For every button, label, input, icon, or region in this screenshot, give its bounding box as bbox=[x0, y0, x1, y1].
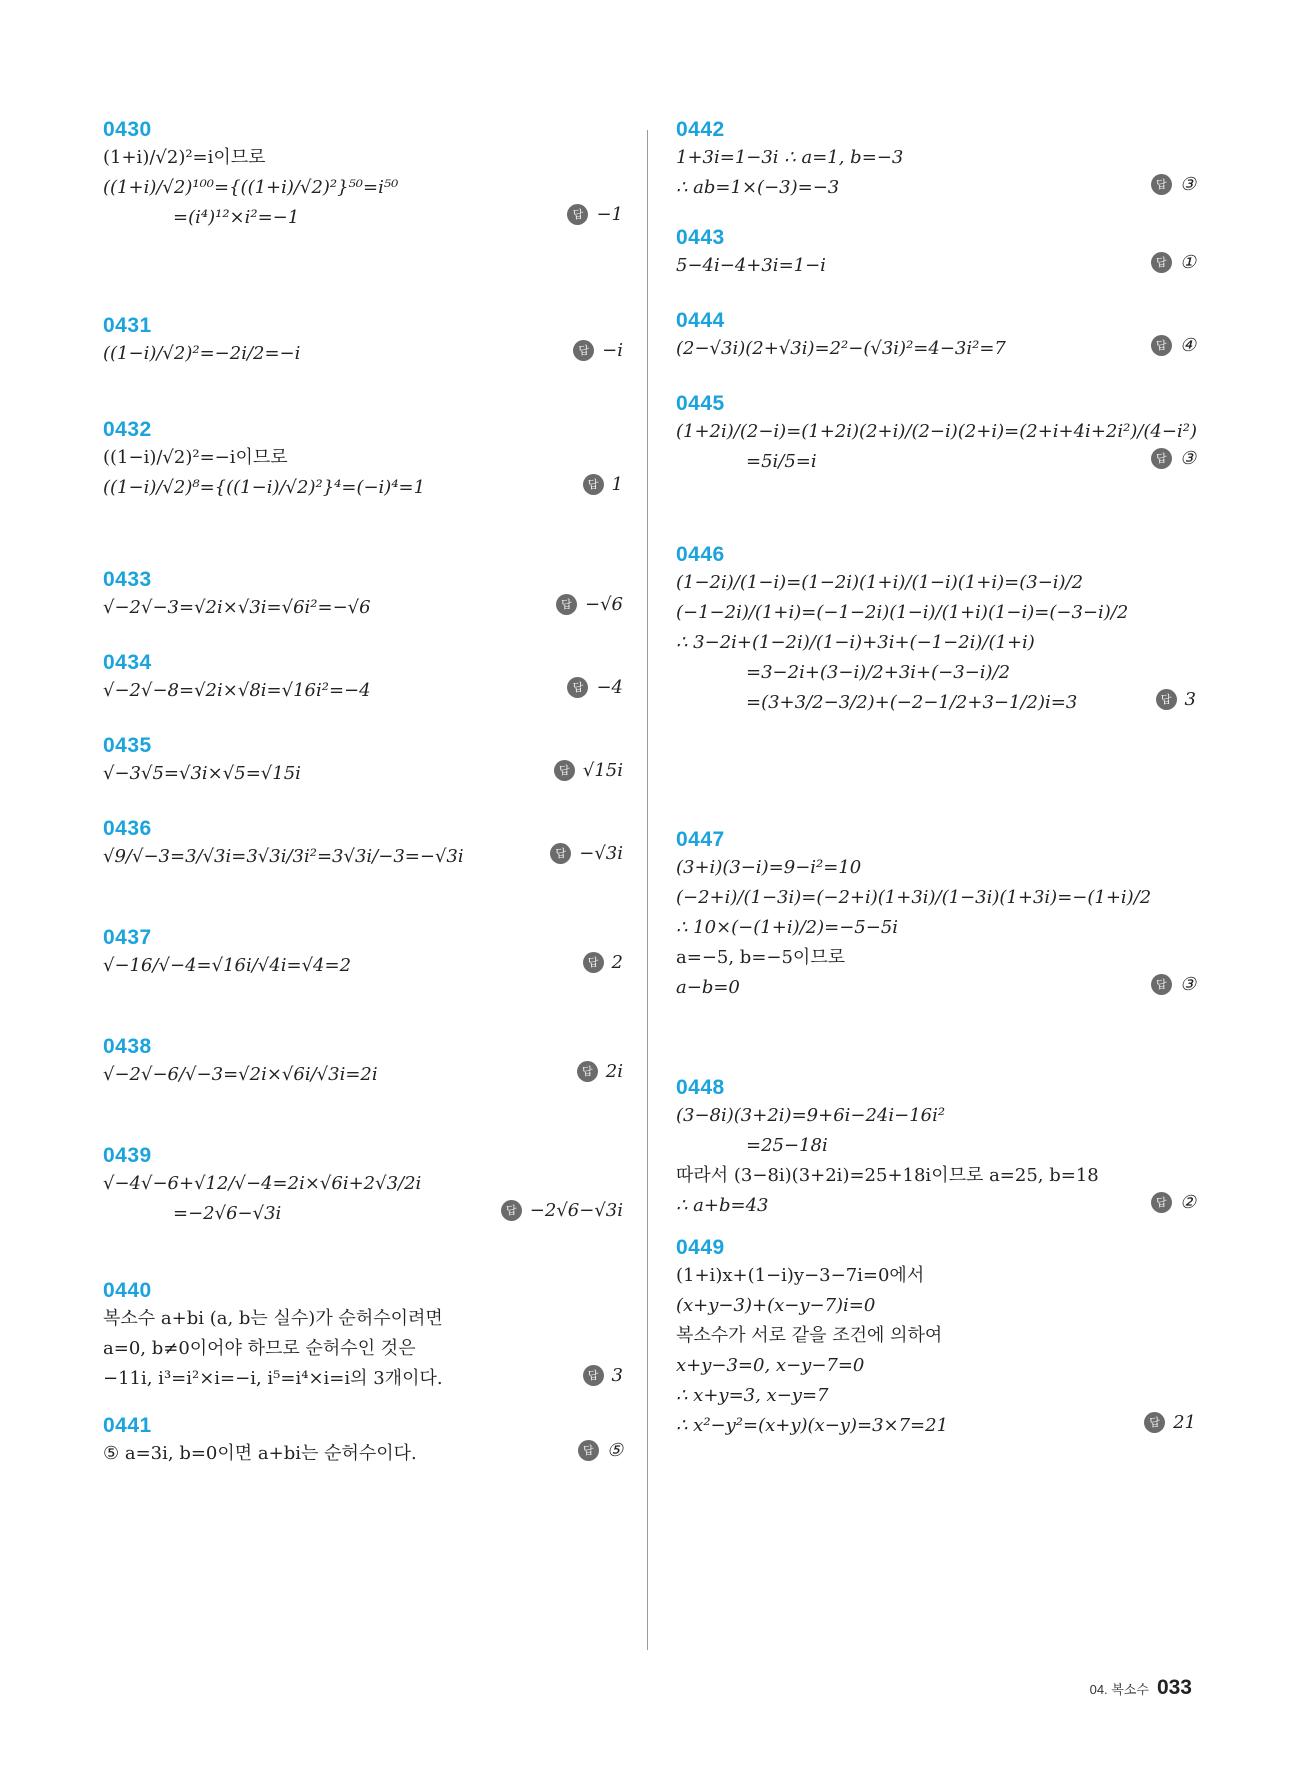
answer-badge-icon: 답 bbox=[550, 843, 571, 864]
solution-line: √−16/√−4=√16i/√4i=√4=2 bbox=[103, 955, 352, 976]
problem-number: 0445 bbox=[676, 392, 725, 415]
answer-badge-icon: 답 bbox=[1151, 1192, 1172, 1213]
solution-line: (−2+i)/(1−3i)=(−2+i)(1+3i)/(1−3i)(1+3i)=−(1+i)/2 bbox=[676, 887, 1152, 908]
problem-0431 bbox=[103, 314, 623, 368]
solution-line: =(3+3/2−3/2)+(−2−1/2+3−1/2)i=3 bbox=[746, 692, 1078, 713]
solution-line: a=−5, b=−5이므로 bbox=[676, 947, 846, 968]
answer-value: ③ bbox=[1179, 448, 1196, 469]
solution-line: (1−2i)/(1−i)=(1−2i)(1+i)/(1−i)(1+i)=(3−i)/2 bbox=[676, 572, 1084, 593]
problem-number: 0431 bbox=[103, 314, 152, 337]
problem-number: 0433 bbox=[103, 568, 152, 591]
answer-value: ① bbox=[1179, 252, 1196, 273]
solution-line: =5i/5=i bbox=[746, 451, 817, 472]
answer-badge-icon: 답 bbox=[567, 204, 588, 225]
problem-number: 0443 bbox=[676, 226, 725, 249]
solution-line: (1+i)x+(1−i)y−3−7i=0에서 bbox=[676, 1265, 925, 1286]
answer-value: 1 bbox=[611, 474, 623, 495]
answer-value: 3 bbox=[611, 1365, 623, 1386]
answer bbox=[1144, 1412, 1196, 1433]
solution-line: −11i, i³=i²×i=−i, i⁵=i⁴×i=i의 3개이다. bbox=[103, 1368, 443, 1389]
answer bbox=[1156, 689, 1196, 710]
problem-number: 0432 bbox=[103, 418, 152, 441]
problem-number: 0437 bbox=[103, 926, 152, 949]
problem-0445 bbox=[676, 392, 1196, 476]
solution-line: (2−√3i)(2+√3i)=2²−(√3i)²=4−3i²=7 bbox=[676, 338, 1006, 359]
page-footer bbox=[1090, 1676, 1192, 1700]
answer bbox=[583, 1365, 623, 1386]
problem-0440 bbox=[103, 1279, 623, 1393]
solution-line: √−3√5=√3i×√5=√15i bbox=[103, 763, 301, 784]
problem-number: 0444 bbox=[676, 309, 725, 332]
answer-value: ④ bbox=[1179, 335, 1196, 356]
solution-line: ∴ x+y=3, x−y=7 bbox=[676, 1385, 829, 1406]
answer-badge-icon: 답 bbox=[583, 1365, 604, 1386]
answer-value: −√6 bbox=[584, 594, 623, 615]
answer bbox=[1151, 252, 1196, 273]
answer-value: −1 bbox=[596, 204, 623, 225]
problem-0434 bbox=[103, 651, 623, 705]
answer-badge-icon: 답 bbox=[577, 1061, 598, 1082]
solution-line: 복소수가 서로 같을 조건에 의하여 bbox=[676, 1325, 943, 1346]
problem-number: 0447 bbox=[676, 828, 725, 851]
problem-0447 bbox=[676, 828, 1196, 1002]
answer bbox=[567, 204, 623, 225]
problem-0439 bbox=[103, 1144, 623, 1228]
problem-number: 0435 bbox=[103, 734, 152, 757]
problem-0433 bbox=[103, 568, 623, 622]
solution-line: (−1−2i)/(1+i)=(−1−2i)(1−i)/(1+i)(1−i)=(−3−i)/2 bbox=[676, 602, 1129, 623]
answer bbox=[1151, 335, 1196, 356]
answer-badge-icon: 답 bbox=[578, 1440, 599, 1461]
column-divider bbox=[647, 130, 648, 1650]
answer bbox=[573, 340, 623, 361]
solution-line: ∴ a+b=43 bbox=[676, 1195, 769, 1216]
problem-0443 bbox=[676, 226, 1196, 280]
solution-line: 5−4i−4+3i=1−i bbox=[676, 255, 826, 276]
answer-badge-icon: 답 bbox=[1151, 974, 1172, 995]
problem-number: 0448 bbox=[676, 1076, 725, 1099]
answer bbox=[1151, 448, 1196, 469]
solution-line: (x+y−3)+(x−y−7)i=0 bbox=[676, 1295, 876, 1316]
answer bbox=[501, 1200, 623, 1221]
answer bbox=[567, 677, 623, 698]
solution-line: ⑤ a=3i, b=0이면 a+bi는 순허수이다. bbox=[103, 1443, 417, 1464]
answer bbox=[577, 1061, 623, 1082]
solution-line: 복소수 a+bi (a, b는 실수)가 순허수이려면 bbox=[103, 1308, 443, 1329]
answer bbox=[554, 760, 623, 781]
answer-value: −√3i bbox=[579, 843, 623, 864]
answer-value: √15i bbox=[582, 760, 623, 781]
problem-number: 0442 bbox=[676, 118, 725, 141]
solution-line: (3+i)(3−i)=9−i²=10 bbox=[676, 857, 862, 878]
answer bbox=[583, 952, 623, 973]
solution-line: ∴ 3−2i+(1−2i)/(1−i)+3i+(−1−2i)/(1+i) bbox=[676, 632, 1035, 653]
answer-value: ③ bbox=[1179, 974, 1196, 995]
answer bbox=[556, 594, 623, 615]
problem-number: 0441 bbox=[103, 1414, 152, 1437]
solution-line: =25−18i bbox=[746, 1135, 828, 1156]
solution-line: √−2√−6/√−3=√2i×√6i/√3i=2i bbox=[103, 1064, 378, 1085]
solution-line: 따라서 (3−8i)(3+2i)=25+18i이므로 a=25, b=18 bbox=[676, 1165, 1099, 1186]
solution-line: (1+i)/√2)²=i이므로 bbox=[103, 147, 266, 168]
solution-line: a−b=0 bbox=[676, 977, 740, 998]
answer bbox=[578, 1440, 623, 1461]
answer-value: ② bbox=[1179, 1192, 1196, 1213]
answer-badge-icon: 답 bbox=[1151, 252, 1172, 273]
answer bbox=[1151, 174, 1196, 195]
problem-0449 bbox=[676, 1236, 1196, 1440]
solution-line: ((1−i)/√2)²=−i이므로 bbox=[103, 447, 288, 468]
answer-badge-icon: 답 bbox=[556, 594, 577, 615]
solution-line: ((1−i)/√2)⁸={((1−i)/√2)²}⁴=(−i)⁴=1 bbox=[103, 477, 426, 498]
answer-value: −2√6−√3i bbox=[529, 1200, 623, 1221]
problem-0446 bbox=[676, 543, 1196, 717]
solution-line: ∴ x²−y²=(x+y)(x−y)=3×7=21 bbox=[676, 1415, 949, 1436]
answer-value: ⑤ bbox=[606, 1440, 623, 1461]
problem-0444 bbox=[676, 309, 1196, 363]
answer-badge-icon: 답 bbox=[554, 760, 575, 781]
solution-line: √−2√−8=√2i×√8i=√16i²=−4 bbox=[103, 680, 371, 701]
solution-line: ∴ ab=1×(−3)=−3 bbox=[676, 177, 840, 198]
answer-badge-icon: 답 bbox=[1156, 689, 1177, 710]
answer-badge-icon: 답 bbox=[1151, 174, 1172, 195]
problem-number: 0446 bbox=[676, 543, 725, 566]
problem-number: 0439 bbox=[103, 1144, 152, 1167]
solution-line: (1+2i)/(2−i)=(1+2i)(2+i)/(2−i)(2+i)=(2+i+4i+2i²)/(4−i²) bbox=[676, 421, 1197, 442]
solution-line: (3−8i)(3+2i)=9+6i−24i−16i² bbox=[676, 1105, 946, 1126]
answer-value: 3 bbox=[1184, 689, 1196, 710]
solution-line: √9/√−3=3/√3i=3√3i/3i²=3√3i/−3=−√3i bbox=[103, 846, 464, 867]
solution-line: ((1+i)/√2)¹⁰⁰={((1+i)/√2)²}⁵⁰=i⁵⁰ bbox=[103, 177, 399, 198]
solution-line: =3−2i+(3−i)/2+3i+(−3−i)/2 bbox=[746, 662, 1011, 683]
solution-line: ((1−i)/√2)²=−2i/2=−i bbox=[103, 343, 301, 364]
solution-line: √−2√−3=√2i×√3i=√6i²=−√6 bbox=[103, 597, 371, 618]
answer-value: ③ bbox=[1179, 174, 1196, 195]
problem-number: 0430 bbox=[103, 118, 152, 141]
page-number: 033 bbox=[1156, 1676, 1192, 1699]
solution-line: √−4√−6+√12/√−4=2i×√6i+2√3/2i bbox=[103, 1173, 422, 1194]
answer-value: 21 bbox=[1173, 1412, 1196, 1433]
problem-number: 0440 bbox=[103, 1279, 152, 1302]
answer-badge-icon: 답 bbox=[583, 952, 604, 973]
problem-number: 0449 bbox=[676, 1236, 725, 1259]
solution-line: 1+3i=1−3i ∴ a=1, b=−3 bbox=[676, 147, 904, 168]
solution-line: ∴ 10×(−(1+i)/2)=−5−5i bbox=[676, 917, 899, 938]
solution-line: =−2√6−√3i bbox=[173, 1203, 282, 1224]
answer-badge-icon: 답 bbox=[573, 340, 594, 361]
answer-value: −4 bbox=[596, 677, 623, 698]
answer-value: 2 bbox=[611, 952, 623, 973]
answer bbox=[583, 474, 623, 495]
solution-line: =(i⁴)¹²×i²=−1 bbox=[173, 207, 300, 228]
solution-line: x+y−3=0, x−y−7=0 bbox=[676, 1355, 865, 1376]
answer-badge-icon: 답 bbox=[1151, 335, 1172, 356]
answer bbox=[550, 843, 623, 864]
problem-number: 0436 bbox=[103, 817, 152, 840]
problem-0448 bbox=[676, 1076, 1196, 1220]
problem-0430 bbox=[103, 118, 623, 232]
problem-0432 bbox=[103, 418, 623, 502]
problem-number: 0438 bbox=[103, 1035, 152, 1058]
answer-badge-icon: 답 bbox=[583, 474, 604, 495]
problem-0437 bbox=[103, 926, 623, 980]
problem-number: 0434 bbox=[103, 651, 152, 674]
answer-badge-icon: 답 bbox=[1151, 448, 1172, 469]
problem-0441 bbox=[103, 1414, 623, 1468]
answer-badge-icon: 답 bbox=[567, 677, 588, 698]
answer-badge-icon: 답 bbox=[501, 1200, 522, 1221]
solution-line: a=0, b≠0이어야 하므로 순허수인 것은 bbox=[103, 1338, 416, 1359]
chapter-label: 04. 복소수 bbox=[1089, 1682, 1149, 1697]
answer-badge-icon: 답 bbox=[1144, 1412, 1165, 1433]
answer-value: 2i bbox=[605, 1061, 623, 1082]
answer-value: −i bbox=[602, 340, 623, 361]
answer bbox=[1151, 974, 1196, 995]
problem-0435 bbox=[103, 734, 623, 788]
problem-0438 bbox=[103, 1035, 623, 1089]
answer bbox=[1151, 1192, 1196, 1213]
problem-0436 bbox=[103, 817, 623, 871]
problem-0442 bbox=[676, 118, 1196, 202]
